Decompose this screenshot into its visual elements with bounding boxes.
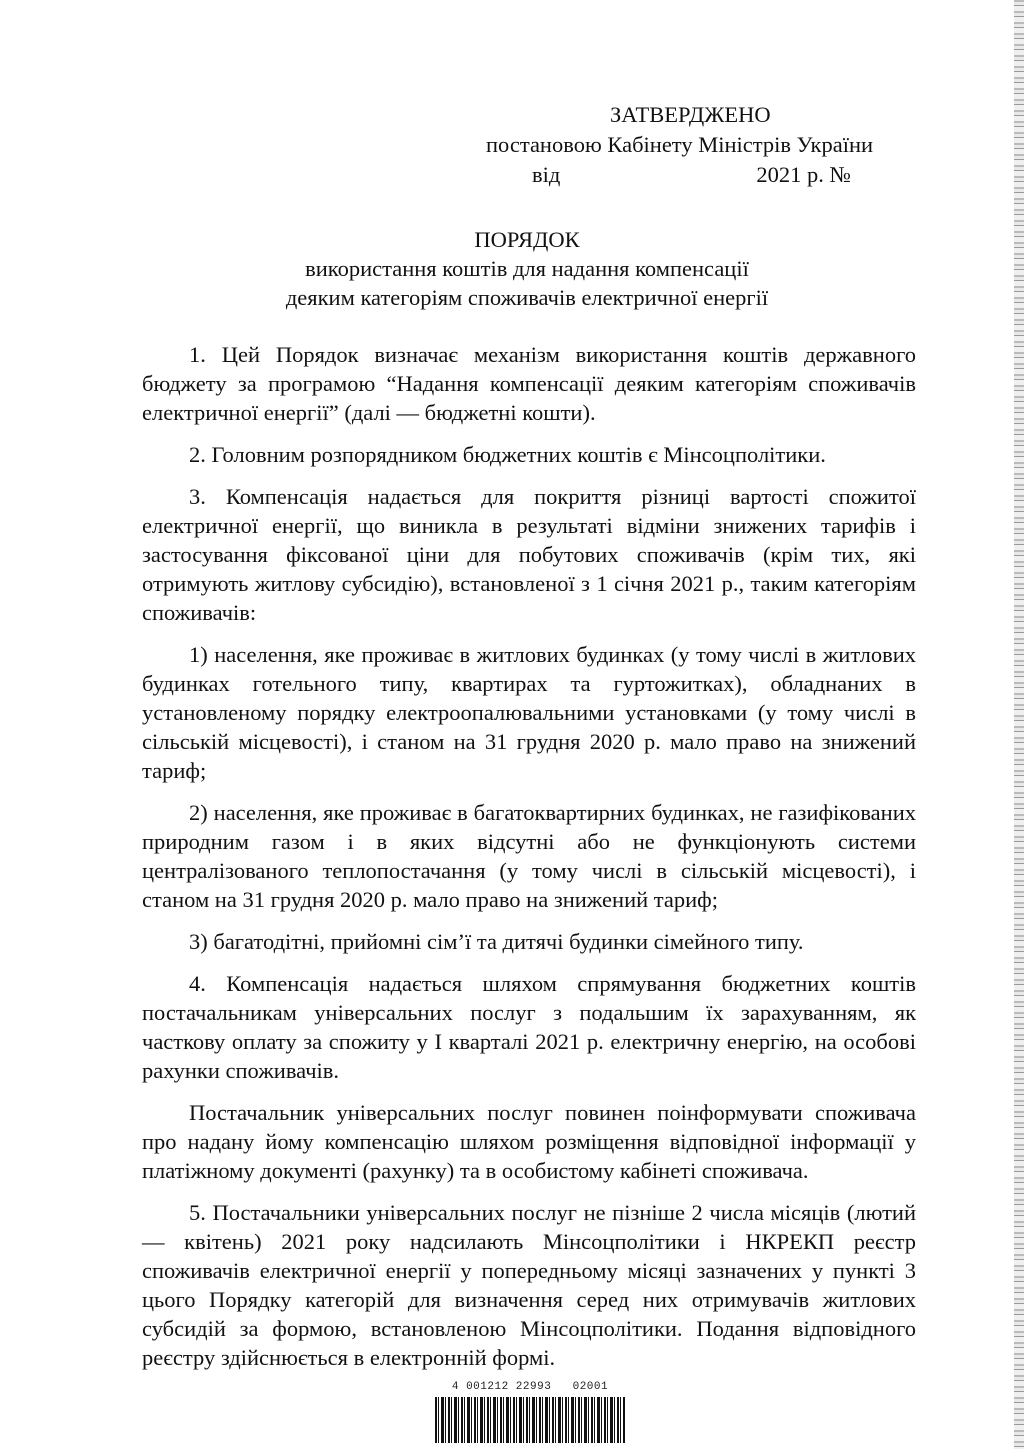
approval-line: постановою Кабінету Міністрів України: [486, 132, 874, 157]
paragraph-4: 4. Компенсація надається шляхом спрямування бюджетних коштів постачальникам універсальних послуг з подальшим їх зарахуванням, як часткову оплату за спожиту у I кварталі 2021 р. електричну енергію, на особові рахунки споживачів.: [142, 971, 916, 1083]
document-title: ПОРЯДОК: [474, 227, 580, 252]
barcode-image: [435, 1397, 625, 1443]
paragraph-3-item-1: 1) населення, яке проживає в житлових будинках (у тому числі в житлових будинках готельного типу, квартирах та гуртожитках), обладнаних в установленому порядку електроопалювальними установками (у тому числі в сільській місцевості), і станом на 31 грудня 2020 р. мало право на знижений тариф;: [142, 642, 916, 783]
barcode-block: [435, 1381, 625, 1443]
paragraph-2: 2. Головним розпорядником бюджетних коштів є Мінсоцполітики.: [189, 442, 826, 467]
paragraph-3-item-3: 3) багатодітні, прийомні сім’ї та дитячі будинки сімейного типу.: [189, 929, 804, 954]
approval-date-suffix: 2021 р. №: [756, 162, 851, 187]
paragraph-5: 5. Постачальники універсальних послуг не пізніше 2 числа місяців (лютий — квітень) 2021 року надсилають Мінсоцполітики і НКРЕКП реєстр споживачів електричної енергії у попередньому місяці зазначених у пункті 3 цього Порядку категорій для визначення серед них отримувачів житлових субсидій за формою, встановленою Мінсоцполітики. Подання відповідного реєстру здійснюється в електронній формі.: [142, 1200, 916, 1370]
paragraph-3: 3. Компенсація надається для покриття різниці вартості спожитої електричної енергії, що виникла в результаті відміни знижених тарифів і застосування фіксованої ціни для побутових споживачів (крім тих, які отримують житлову субсидію), встановленої з 1 січня 2021 р., таким категоріям споживачів:: [142, 484, 916, 625]
barcode-number: 4 001212 22993 02001: [451, 1381, 609, 1393]
document-heading: [0, 225, 1024, 312]
approval-date: [486, 160, 906, 190]
document-subtitle-line2: деяким категоріям споживачів електричної енергії: [285, 285, 769, 310]
approval-title: ЗАТВЕРДЖЕНО: [610, 102, 771, 127]
scan-edge-strip: [1014, 0, 1024, 1449]
document-subtitle-line1: використання коштів для надання компенсації: [305, 256, 749, 281]
paragraph-4-note: Постачальник універсальних послуг повинен поінформувати споживача про надану йому компенсацію шляхом розміщення відповідної інформації у платіжному документі (рахунку) та в особистому кабінеті споживача.: [142, 1100, 916, 1183]
document-body: [142, 340, 916, 1385]
approval-date-prefix: від: [532, 162, 561, 187]
approval-stamp: [486, 100, 906, 190]
paragraph-1: 1. Цей Порядок визначає механізм використання коштів державного бюджету за програмою “Надання компенсації деяким категоріям споживачів електричної енергії” (далі — бюджетні кошти).: [142, 342, 916, 425]
paragraph-3-item-2: 2) населення, яке проживає в багатоквартирних будинках, не газифікованих природним газом і в яких відсутні або не функціонують системи централізованого теплопостачання (у тому числі в сільській місцевості), і станом на 31 грудня 2020 р. мало право на знижений тариф;: [142, 800, 916, 912]
